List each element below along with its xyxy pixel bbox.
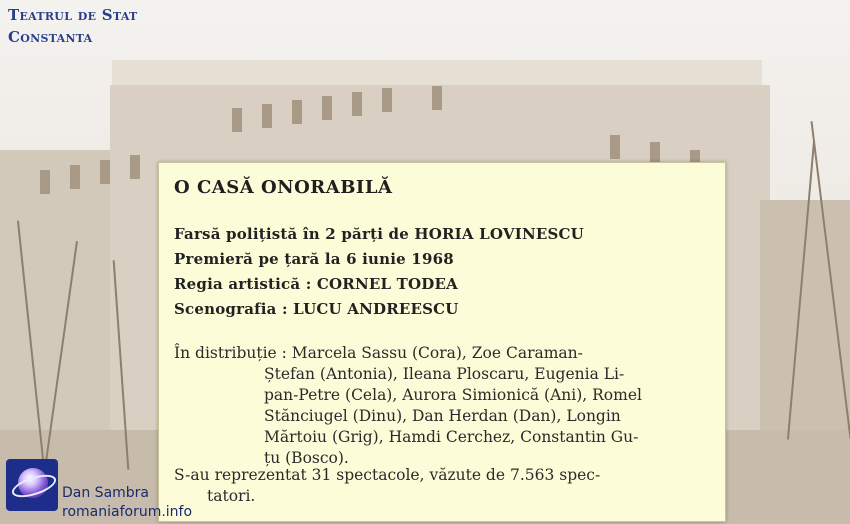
director-line: Regia artistică : CORNEL TODEA <box>174 275 458 293</box>
window <box>100 160 110 184</box>
cast-line: Stănciugel (Dinu), Dan Herdan (Dan), Longin <box>264 407 621 425</box>
window <box>382 88 392 112</box>
window <box>352 92 362 116</box>
author-credit: Dan Sambra <box>62 485 150 501</box>
scenography-line: Scenografia : LUCU ANDREESCU <box>174 300 459 318</box>
window <box>292 100 302 124</box>
theatre-name: Teatrul de Stat <box>8 6 138 24</box>
stats-line: S-au reprezentat 31 spectacole, văzute de 7.563 spec- <box>174 466 601 484</box>
cast-line: țu (Bosco). <box>264 449 349 467</box>
performance-stats <box>174 465 714 507</box>
window <box>322 96 332 120</box>
genre-author-line: Farsă polițistă în 2 părți de HORIA LOVINESCU <box>174 225 584 243</box>
cast-line: Ștefan (Antonia), Ileana Ploscaru, Eugenia Li- <box>264 365 625 383</box>
cast-line: În distribuție : Marcela Sassu (Cora), Zoe Caraman- <box>174 344 583 362</box>
cast-line: Mărtoiu (Grig), Hamdi Cerchez, Constantin Gu- <box>264 428 639 446</box>
window <box>232 108 242 132</box>
window <box>262 104 272 128</box>
window <box>432 86 442 110</box>
premiere-line: Premieră pe țară la 6 iunie 1968 <box>174 250 454 268</box>
window <box>610 135 620 159</box>
window <box>130 155 140 179</box>
play-title: O CASĂ ONORABILĂ <box>174 177 393 198</box>
window <box>40 170 50 194</box>
cast-line: pan-Petre (Cela), Aurora Simionică (Ani), Romel <box>264 386 642 404</box>
window <box>70 165 80 189</box>
program-card <box>158 162 726 522</box>
theatre-city: Constanta <box>8 28 93 46</box>
site-credit[interactable]: romaniaforum.info <box>62 504 193 520</box>
cast-list <box>174 343 714 469</box>
planet-logo-icon <box>6 459 58 511</box>
stats-line: tatori. <box>207 487 256 505</box>
